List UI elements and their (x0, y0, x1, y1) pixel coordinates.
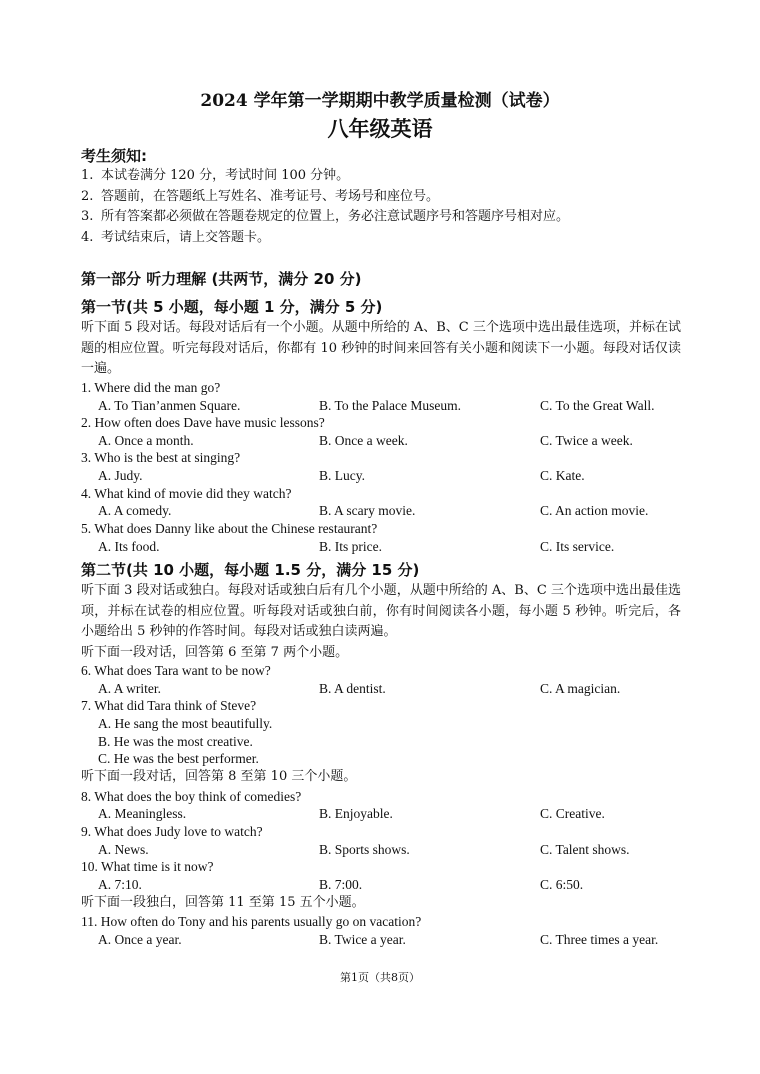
notice-item-text: 所有答案都必须做在答题卷规定的位置上，务必注意试题序号和答题序号相对应。 (101, 209, 570, 224)
question-text: 9. What does Judy love to watch? (81, 824, 263, 839)
question-text: 2. How often does Dave have music lessons? (81, 415, 325, 430)
exam-subtitle: 八年级英语 (327, 116, 433, 141)
option-a: A. Once a year. (98, 932, 182, 947)
section-instructions: 听下面 5 段对话。每段对话后有一个小题。从题中所给的 A、B、C 三个选项中选出最佳选项，并标在试题的相应位置。听完每段对话后，你都有 10 秒钟的时间来回答有关小题和阅读下一小题。每段对话仅读一遍。 (81, 320, 681, 377)
question-text: 1. Where did the man go? (81, 380, 221, 395)
option-a: A. Once a month. (98, 433, 194, 448)
dialogue-intro: 听下面一段对话，回答第 6 至第 7 两个小题。 (81, 645, 349, 660)
option-a: A. News. (98, 842, 149, 857)
notice-item (81, 166, 701, 187)
option-c: C. Talent shows. (540, 842, 630, 857)
option-b: B. A dentist. (319, 681, 386, 696)
option-c: C. Three times a year. (540, 932, 659, 947)
notice-item-number: 3. (81, 209, 94, 224)
option-c: C. Twice a week. (540, 433, 633, 448)
option-a: A. Meaningless. (98, 806, 187, 821)
exam-title: 2024 学年第一学期期中教学质量检测（试卷） (200, 91, 560, 111)
question-text: 7. What did Tara think of Steve? (81, 698, 257, 713)
option-b: B. 7:00. (319, 877, 363, 892)
option-c: C. To the Great Wall. (540, 398, 655, 413)
option-a: A. To Tian’anmen Square. (98, 398, 241, 413)
notice-heading: 考生须知: (81, 147, 147, 165)
option-b: B. Sports shows. (319, 842, 410, 857)
option-c: C. 6:50. (540, 877, 584, 892)
option-b: B. Its price. (319, 539, 382, 554)
option-a: A. Its food. (98, 539, 160, 554)
part-heading: 第一部分 听力理解 (共两节，满分 20 分) (81, 270, 362, 288)
notice-list (81, 166, 701, 248)
option-b: B. To the Palace Museum. (319, 398, 462, 413)
notice-item-number: 4. (81, 229, 94, 245)
dialogue-intro: 听下面一段对话，回答第 8 至第 10 三个小题。 (81, 769, 357, 784)
option-c: C. Its service. (540, 539, 615, 554)
option-b: B. Lucy. (319, 468, 365, 483)
section-heading: 第二节(共 10 小题，每小题 1.5 分，满分 15 分) (81, 561, 420, 579)
option-a: A. He sang the most beautifully. (98, 716, 273, 731)
notice-item-text: 考试结束后，请上交答题卡。 (101, 229, 271, 245)
option-c: C. Creative. (540, 806, 605, 821)
option-a: A. A writer. (98, 681, 161, 696)
notice-item (81, 187, 701, 208)
question-text: 5. What does Danny like about the Chinese restaurant? (81, 521, 378, 536)
question-text: 11. How often do Tony and his parents usually go on vacation? (81, 914, 422, 929)
option-a: A. 7:10. (98, 877, 142, 892)
question-text: 8. What does the boy think of comedies? (81, 789, 302, 804)
section-instructions: 听下面 3 段对话或独白。每段对话或独白后有几个小题，从题中所给的 A、B、C 三个选项中选出最佳选项，并标在试卷的相应位置。听每段对话或独白前，你有时间阅读各小题，每小题 5 秒钟。听完后，各小题给出 5 秒钟的作答时间。每段对话或独白读两遍。 (81, 583, 681, 640)
option-b: B. He was the most creative. (98, 734, 253, 749)
option-c: C. He was the best performer. (98, 751, 259, 766)
option-c: C. A magician. (540, 681, 621, 696)
option-b: B. Twice a year. (319, 932, 406, 947)
notice-item-text: 答题前，在答题纸上写姓名、准考证号、考场号和座位号。 (101, 188, 440, 204)
question-text: 4. What kind of movie did they watch? (81, 486, 292, 501)
option-c: C. Kate. (540, 468, 585, 483)
notice-item-text: 本试卷满分 120 分，考试时间 100 分钟。 (101, 168, 350, 183)
option-b: B. A scary movie. (319, 503, 416, 518)
notice-item (81, 207, 701, 228)
question-text: 10. What time is it now? (81, 859, 214, 874)
option-b: B. Once a week. (319, 433, 408, 448)
notice-item-number: 2. (81, 188, 94, 204)
notice-item-number: 1. (81, 168, 94, 183)
option-c: C. An action movie. (540, 503, 649, 518)
question-text: 3. Who is the best at singing? (81, 450, 241, 465)
section-heading: 第一节(共 5 小题，每小题 1 分，满分 5 分) (81, 298, 383, 316)
dialogue-intro: 听下面一段独白，回答第 11 至第 15 五个小题。 (81, 895, 365, 910)
option-a: A. Judy. (98, 468, 143, 483)
question-text: 6. What does Tara want to be now? (81, 663, 271, 678)
notice-item (81, 228, 701, 249)
option-b: B. Enjoyable. (319, 806, 393, 821)
page-number: 第1页（共8页） (340, 971, 420, 984)
option-a: A. A comedy. (98, 503, 172, 518)
